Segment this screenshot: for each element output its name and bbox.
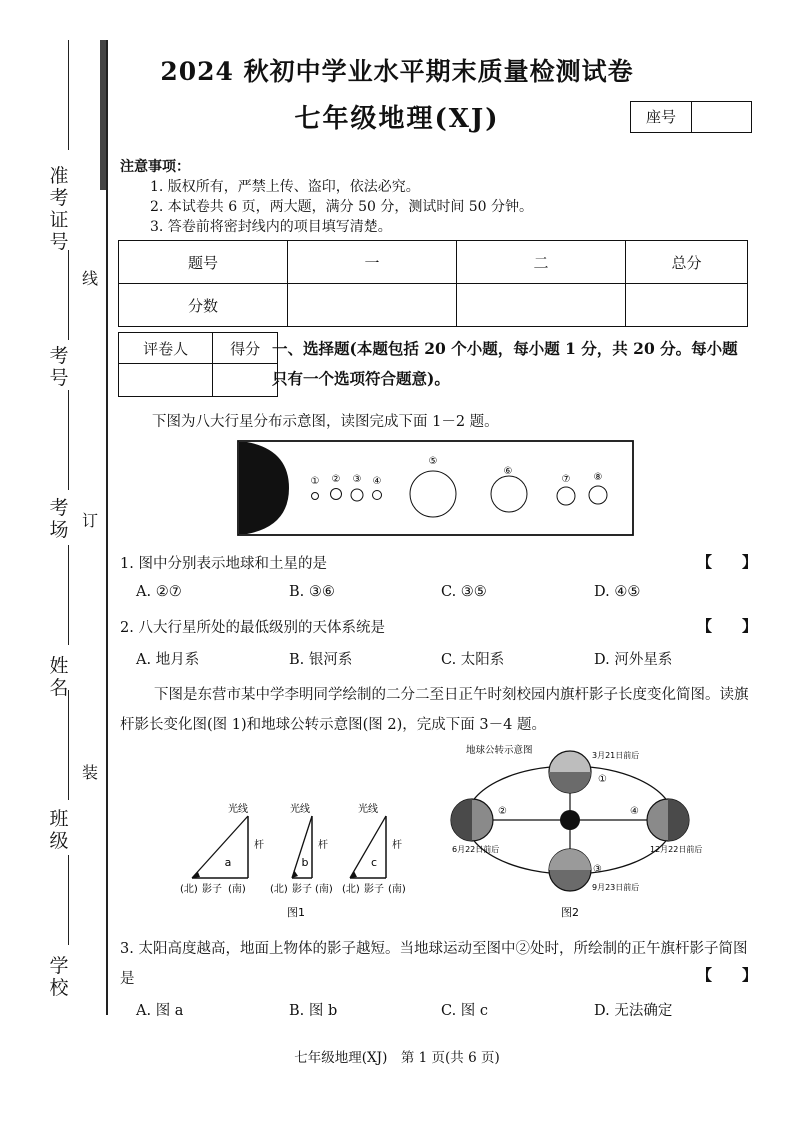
option-2d[interactable]: D. 河外星系: [594, 652, 673, 668]
answer-bracket-3[interactable]: 【 】: [697, 966, 758, 984]
binding-dash-2: [68, 250, 69, 340]
score-header-cell: 总分: [626, 241, 748, 284]
label-exam-number: 考号: [49, 345, 69, 389]
question-3: 3. 太阳高度越高，地面上物体的影子越短。当地球运动至图中②处时，所绘制的正午旗杆影子简图是: [120, 941, 748, 987]
seat-number-label: 座号: [631, 102, 692, 132]
grader-field[interactable]: [119, 364, 213, 397]
option-2b[interactable]: B. 银河系: [289, 652, 353, 668]
score-header-cell: 题号: [119, 241, 288, 284]
planet-label: ③: [352, 474, 362, 485]
grade-label: 得分: [213, 333, 278, 364]
binding-line: [106, 40, 108, 1015]
grader-label: 评卷人: [119, 333, 213, 364]
seat-number-box[interactable]: [630, 101, 752, 133]
option-1d[interactable]: D. ④⑤: [594, 584, 641, 600]
binding-dash-6: [68, 855, 69, 945]
date-right: 12月22日前后: [650, 845, 703, 854]
svg-text:影子: 影子: [202, 884, 222, 895]
notes-item: 2. 本试卷共 6 页，两大题，满分 50 分，测试时间 50 分钟。: [150, 199, 534, 215]
svg-text:杆: 杆: [392, 840, 402, 851]
answer-bracket-1[interactable]: 【 】: [697, 553, 758, 571]
planets-figure: [237, 440, 634, 536]
planet-label: ⑥: [503, 466, 513, 477]
shadow-diagram-b: [290, 802, 328, 878]
score-row-label: 分数: [119, 284, 288, 327]
figure-2-revolution: [450, 740, 703, 922]
grade-field[interactable]: [213, 364, 278, 397]
notes-block: [120, 157, 533, 237]
position-label: ④: [630, 806, 639, 817]
label-line: 线: [82, 269, 99, 288]
label-bind: 订: [82, 511, 99, 530]
option-3d[interactable]: D. 无法确定: [594, 1003, 673, 1019]
figure-1-caption: 图1: [287, 906, 305, 919]
earth-left: [451, 799, 493, 841]
svg-text:杆: 杆: [318, 840, 328, 851]
label-name: 姓名: [49, 655, 69, 699]
score-header-cell: 一: [288, 241, 457, 284]
intro-planets: 下图为八大行星分布示意图，读图完成下面 1－2 题。: [152, 414, 499, 430]
exam-title: 2024 秋初中学业水平期末质量检测试卷: [160, 57, 634, 86]
planet-label: ④: [372, 476, 382, 487]
option-2a[interactable]: A. 地月系: [136, 652, 200, 668]
option-1b[interactable]: B. ③⑥: [289, 584, 335, 600]
option-3b[interactable]: B. 图 b: [289, 1003, 338, 1019]
label-school: 学校: [49, 955, 69, 999]
seat-number-field[interactable]: [692, 102, 751, 132]
option-2c[interactable]: C. 太阳系: [441, 652, 505, 668]
svg-text:b: b: [301, 856, 309, 869]
section-heading: 一、选择题(本题包括 20 个小题，每小题 1 分，共 20 分。每小题只有一个选项符合题意)。: [272, 339, 738, 388]
svg-text:影子: 影子: [364, 884, 384, 895]
figure-2-caption: 图2: [561, 906, 579, 919]
figure-1-shadows: [178, 798, 414, 922]
page-footer: 七年级地理(XJ) 第 1 页(共 6 页): [294, 1050, 500, 1066]
svg-text:(北): (北): [270, 884, 288, 895]
question-2: 2. 八大行星所处的最低级别的天体系统是: [120, 620, 385, 636]
svg-text:杆: 杆: [254, 840, 264, 851]
label-admission-number: 准考证号: [49, 165, 69, 253]
date-left: 6月22日前后: [452, 845, 500, 854]
planet-label: ⑤: [428, 456, 438, 467]
option-3a[interactable]: A. 图 a: [136, 1003, 184, 1019]
svg-text:(北): (北): [180, 884, 198, 895]
binding-dash-3: [68, 390, 69, 490]
score-header-cell: 二: [457, 241, 626, 284]
position-label: ①: [598, 774, 607, 785]
planet-label: ⑧: [593, 472, 603, 483]
date-top: 3月21日前后: [592, 751, 640, 760]
score-field[interactable]: [626, 284, 748, 327]
planet-label: ②: [331, 474, 341, 485]
answer-bracket-2[interactable]: 【 】: [697, 617, 758, 635]
planet-label: ⑦: [561, 474, 571, 485]
svg-text:(南): (南): [228, 884, 246, 895]
svg-text:光线: 光线: [228, 804, 248, 815]
shadow-diagram-a: [192, 802, 264, 878]
shadow-diagram-c: [350, 802, 402, 878]
option-3c[interactable]: C. 图 c: [441, 1003, 489, 1019]
earth-right: [647, 799, 689, 841]
notes-item: 3. 答卷前将密封线内的项目填写清楚。: [150, 219, 392, 235]
svg-text:a: a: [224, 856, 232, 869]
figure-2-title: 地球公转示意图: [466, 745, 533, 756]
sun-dot: [560, 810, 580, 830]
label-install: 装: [82, 763, 99, 782]
question-1: 1. 图中分别表示地球和土星的是: [120, 556, 327, 572]
exam-subtitle: 七年级地理(XJ): [294, 104, 500, 134]
score-field[interactable]: [457, 284, 626, 327]
binding-dash-4: [68, 545, 69, 645]
label-exam-room: 考场: [49, 497, 69, 541]
svg-text:光线: 光线: [290, 804, 310, 815]
score-table: [118, 240, 748, 327]
planet-label: ①: [310, 476, 320, 487]
score-field[interactable]: [288, 284, 457, 327]
binding-dash-5: [68, 690, 69, 800]
earth-bottom: [549, 849, 591, 891]
date-bottom: 9月23日前后: [592, 883, 640, 892]
svg-text:影子: 影子: [292, 884, 312, 895]
notes-heading: 注意事项：: [120, 159, 190, 175]
earth-top: [549, 751, 591, 793]
option-1c[interactable]: C. ③⑤: [441, 584, 487, 600]
position-label: ③: [593, 864, 602, 875]
grader-table: [118, 332, 278, 397]
label-class: 班级: [49, 808, 69, 852]
notes-item: 1. 版权所有，严禁上传、盗印，依法必究。: [150, 179, 420, 195]
svg-text:(南): (南): [388, 884, 406, 895]
option-1a[interactable]: A. ②⑦: [136, 584, 182, 600]
svg-text:c: c: [370, 856, 378, 869]
position-label: ②: [498, 806, 507, 817]
svg-text:(北): (北): [342, 884, 360, 895]
svg-text:(南): (南): [315, 884, 333, 895]
svg-text:光线: 光线: [358, 804, 378, 815]
intro-shadow: 下图是东营市某中学李明同学绘制的二分二至日正午时刻校园内旗杆影子长度变化简图。读旗杆影长变化图(图 1)和地球公转示意图(图 2)，完成下面 3－4 题。: [120, 687, 749, 733]
